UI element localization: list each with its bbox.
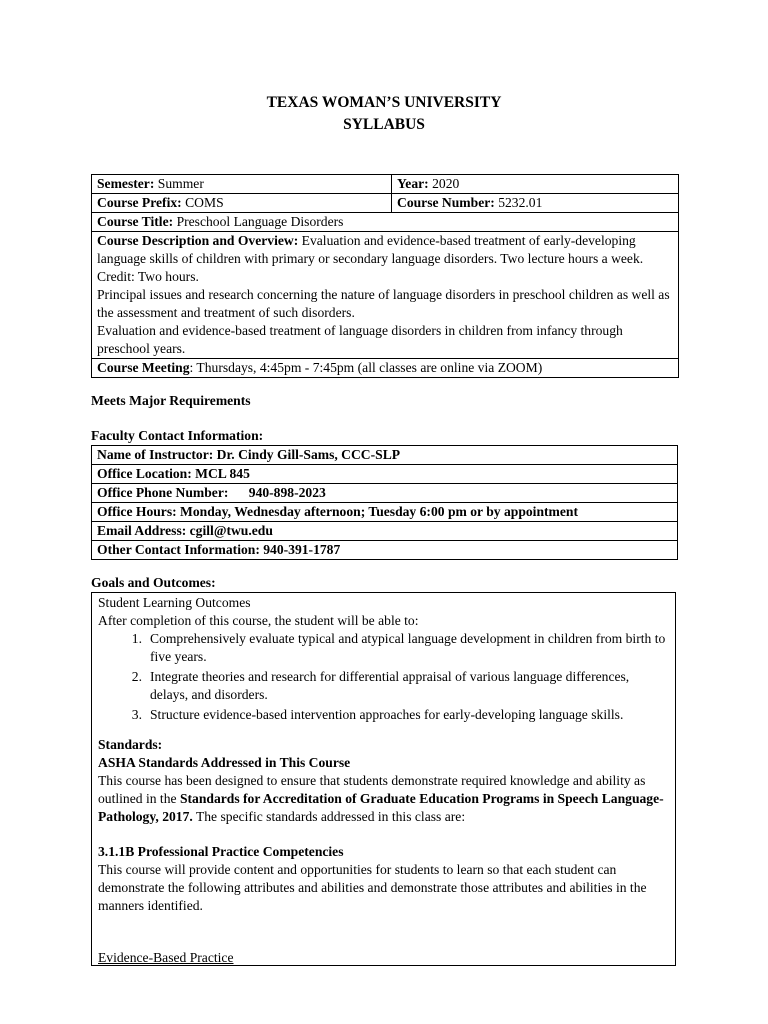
goals-outcomes-heading: Goals and Outcomes:: [91, 575, 216, 590]
instructor-name-cell: Name of Instructor: Dr. Cindy Gill-Sams, CCC-SLP: [92, 446, 678, 465]
semester-cell: [92, 175, 392, 194]
course-number-label: Course Number:: [397, 195, 495, 210]
course-prefix-label: Course Prefix:: [97, 195, 182, 210]
table-row: [92, 465, 678, 484]
course-meeting-value: : Thursdays, 4:45pm - 7:45pm (all classes are online via ZOOM): [189, 360, 543, 375]
outcome-text: Integrate theories and research for differential appraisal of various language differences, delays, and disorders.: [150, 669, 630, 702]
table-row: [92, 359, 679, 378]
office-hours-cell: Office Hours: Monday, Wednesday afternoon; Tuesday 6:00 pm or by appointment: [92, 503, 678, 522]
outcome-text: Comprehensively evaluate typical and atypical language development in children from birth to five years.: [150, 631, 666, 664]
outcome-text: Structure evidence-based intervention approaches for early-developing language skills.: [150, 707, 624, 722]
slo-intro: After completion of this course, the student will be able to:: [98, 613, 419, 628]
document-type-title: SYLLABUS: [343, 116, 425, 133]
table-row: [92, 446, 678, 465]
slo-title: Student Learning Outcomes: [98, 595, 251, 610]
course-description-para-2: Principal issues and research concerning the nature of language disorders in preschool children as well as the assessment and treatment of such disorders.: [97, 287, 670, 320]
table-row: [92, 484, 678, 503]
outcome-number: 2.: [131, 669, 142, 684]
course-number-cell: [392, 194, 679, 213]
competency-heading: 3.1.1B Professional Practice Competencies: [98, 844, 344, 859]
course-description-cell: [92, 232, 679, 359]
list-item: [98, 668, 669, 704]
university-title: TEXAS WOMAN’S UNIVERSITY: [266, 94, 502, 111]
meets-major-heading: Meets Major Requirements: [91, 393, 251, 408]
course-prefix-value: COMS: [185, 195, 224, 210]
course-meeting-label: Course Meeting: [97, 360, 190, 375]
goals-outcomes-box: [91, 592, 676, 966]
course-title-label: Course Title:: [97, 214, 174, 229]
course-meeting-cell: [92, 359, 679, 378]
table-row: [92, 522, 678, 541]
other-contact-cell: Other Contact Information: 940-391-1787: [92, 541, 678, 560]
semester-label: Semester:: [97, 176, 155, 191]
asha-text-start: This course has been designed to ensure that students demonstrate required knowledge and ability as outlined in the: [98, 773, 646, 806]
office-phone-cell: Office Phone Number: 940-898-2023: [92, 484, 678, 503]
table-row: [92, 503, 678, 522]
list-item: [98, 706, 669, 724]
course-title-value: Preschool Language Disorders: [176, 214, 344, 229]
table-row: [92, 194, 679, 213]
year-label: Year:: [397, 176, 429, 191]
asha-heading: ASHA Standards Addressed in This Course: [98, 755, 351, 770]
competency-paragraph: This course will provide content and opportunities for students to learn so that each student can demonstrate the following attributes and abilities and demonstrate those attributes and abilities in the manners identified.: [98, 862, 647, 913]
outcome-number: 1.: [131, 631, 142, 646]
asha-text-end: The specific standards addressed in this class are:: [192, 809, 466, 824]
semester-value: Summer: [157, 176, 204, 191]
table-row: [92, 213, 679, 232]
course-info-table: [91, 174, 679, 378]
year-value: 2020: [432, 176, 460, 191]
course-description-label: Course Description and Overview:: [97, 233, 299, 248]
outcomes-list: [98, 630, 669, 724]
course-description-text: Evaluation and evidence-based treatment of early-developing language skills of children with primary or secondary language disorders. Two lecture hours a week. Credit: Two hours.: [97, 233, 644, 284]
outcome-number: 3.: [131, 707, 142, 722]
table-row: [92, 232, 679, 359]
year-cell: [392, 175, 679, 194]
faculty-contact-heading: Faculty Contact Information:: [91, 428, 264, 443]
asha-paragraph: [98, 772, 669, 826]
course-title-cell: [92, 213, 679, 232]
faculty-contact-table: [91, 445, 678, 560]
course-description-para-1: [97, 232, 673, 286]
course-description-para-3: Evaluation and evidence-based treatment of language disorders in children from infancy through preschool years.: [97, 323, 623, 356]
course-prefix-cell: [92, 194, 392, 213]
office-location-cell: Office Location: MCL 845: [92, 465, 678, 484]
standards-heading: Standards:: [98, 737, 163, 752]
email-address-cell: Email Address: cgill@twu.edu: [92, 522, 678, 541]
table-row: [92, 175, 679, 194]
table-row: [92, 541, 678, 560]
evidence-based-practice-label: Evidence-Based Practice: [98, 950, 234, 965]
course-number-value: 5232.01: [498, 195, 543, 210]
list-item: [98, 630, 669, 666]
asha-standards-title: Standards for Accreditation of Graduate Education Programs in Speech Language-Pathology, 2017.: [98, 791, 664, 824]
